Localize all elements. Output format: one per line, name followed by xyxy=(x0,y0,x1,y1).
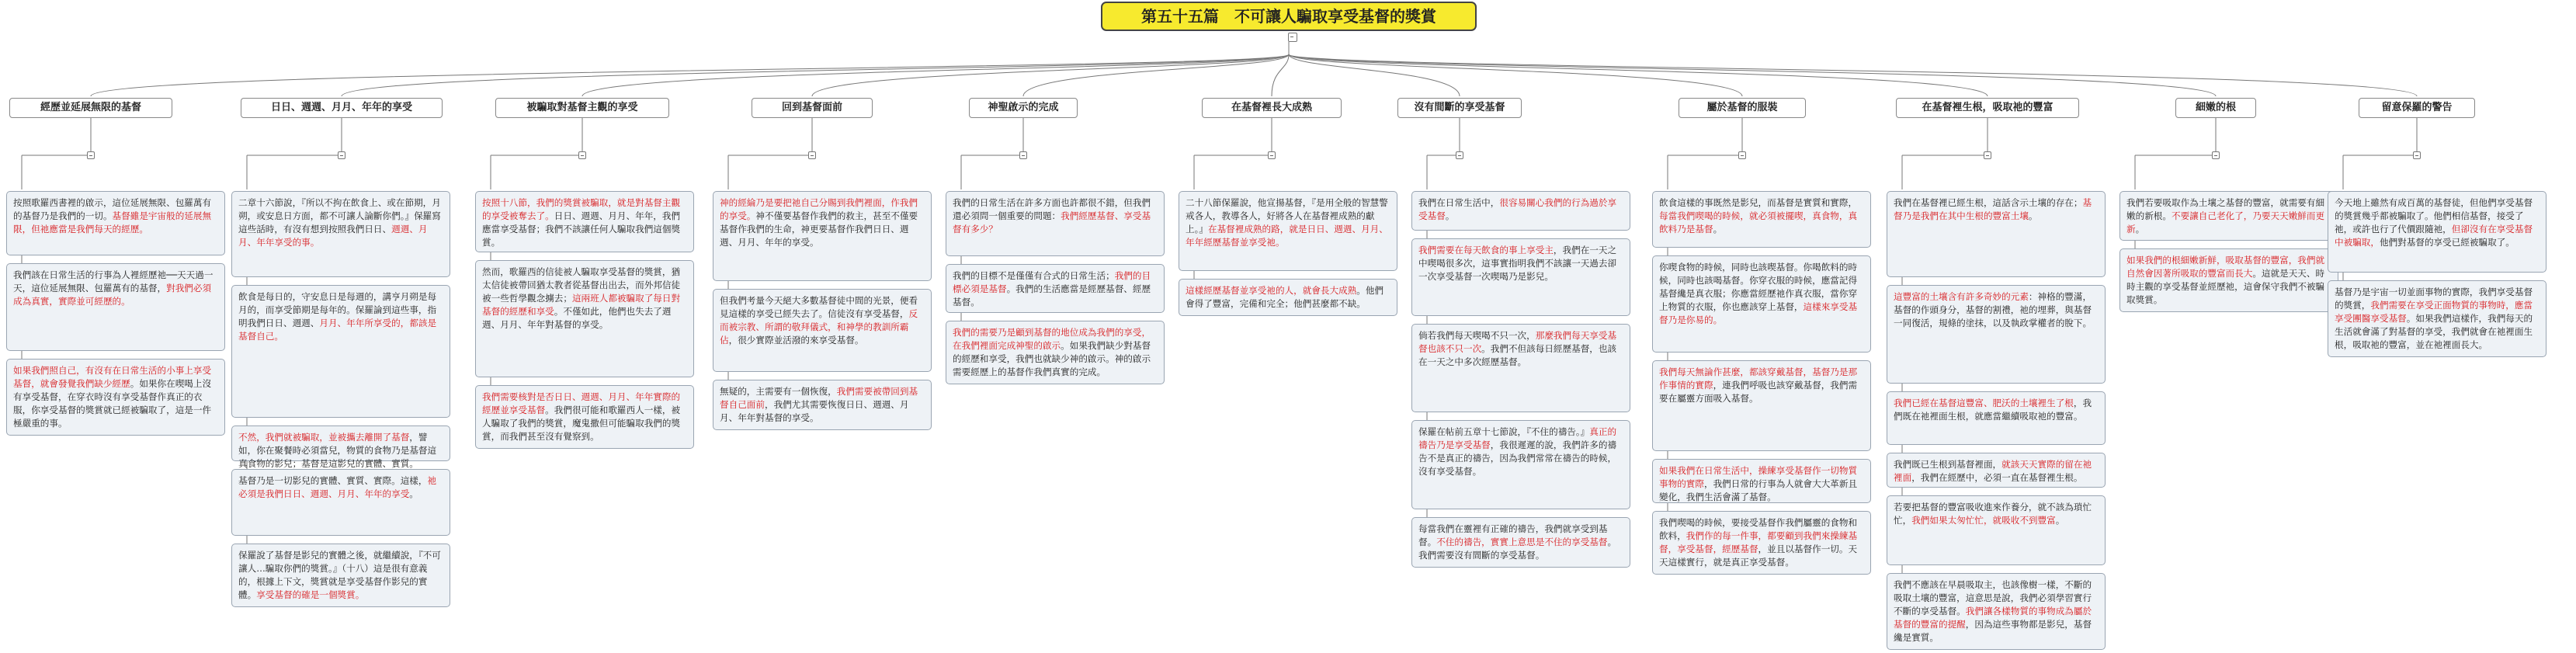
branch-topic-1[interactable]: 經歷並延展無限的基督 xyxy=(9,98,172,118)
highlighted-text: 享受基督的確是一個獎賞。 xyxy=(256,589,365,600)
note-text: 。 xyxy=(2135,224,2145,234)
highlighted-text: 我們經歷基督、享受基督有多少？ xyxy=(953,210,1151,234)
note-card[interactable] xyxy=(475,385,694,449)
note-text: 我們的日常生活在許多方面也許都很不錯，但我們還必須問一個重要的問題： xyxy=(953,197,1151,221)
branch-topic-10[interactable]: 細嫩的根 xyxy=(2175,98,2256,118)
note-card[interactable] xyxy=(1887,285,2106,384)
highlighted-text: 我們讓各樣物質的事物成為屬於基督的豐富的提醒 xyxy=(1894,606,2092,630)
branch-connector xyxy=(342,54,1289,96)
note-card[interactable] xyxy=(2328,191,2546,273)
note-text: 。我們不但該每日經歷基督，也該在一天之中多次經歷基督。 xyxy=(1418,343,1617,367)
note-card[interactable] xyxy=(946,191,1165,256)
note-card[interactable] xyxy=(1887,391,2106,445)
note-card[interactable] xyxy=(1179,279,1397,316)
note-text: 今天地上雖然有成百萬的基督徒，但他們享受基督的獎賞幾乎都被騙取了。他們相信基督，接受了祂，或許也行了代價跟隨祂， xyxy=(2335,197,2533,234)
note-card[interactable] xyxy=(1411,420,1630,509)
note-text: 我們該在日常生活的行事為人裡經歷祂──天天過一天，這位延展無限、包羅萬有的基督， xyxy=(13,269,214,294)
note-card[interactable] xyxy=(1652,511,1871,575)
branch-topic-9[interactable]: 在基督裡生根，吸取祂的豐富 xyxy=(1896,98,2079,118)
note-text: 保羅說了基督是影兒的實體之後，就繼續說，『不可讓人…騙取你們的獎賞。』（十八）這是很有意義的，根據上下文，獎賞就是享受基督作影兒的實體。 xyxy=(238,550,441,600)
note-text: 。我們的生活應當是經歷基督、經歷基督。 xyxy=(953,283,1151,307)
note-text: 我們喫喝的時候，要接受基督作我們屬靈的食物和飲料， xyxy=(1659,517,1858,541)
branch-topic-3[interactable]: 被騙取對基督主觀的享受 xyxy=(495,98,669,118)
highlighted-text: 這兩班人都被騙取了每日對基督的經歷和享受 xyxy=(482,293,681,317)
note-text: 。如果我們這樣作，我們每天的生活就會滿了對基督的享受，我們就會在祂裡面生根，吸取祂的豐富，並在祂裡面長大。 xyxy=(2335,313,2533,350)
note-card[interactable] xyxy=(1179,191,1397,271)
note-text: ，我們既在祂裡面生根，就應當繼續吸取祂的豐富。 xyxy=(1894,398,2092,422)
note-text: 基督乃是一切影兒的實體、實質、實際。這樣， xyxy=(238,475,428,486)
note-card[interactable] xyxy=(1887,495,2106,565)
note-text: ，很少實際並活潑的來享受基督。 xyxy=(728,335,864,346)
highlighted-text: 不要讓自己老化了，乃要天天嫩鮮而更新 xyxy=(2126,210,2325,234)
note-text: 然而，歌羅西的信徒被人騙取享受基督的獎賞，猶太信徒被帶回猶太教者從基督出出去，而外邦信徒被一些哲學觀念擄去； xyxy=(482,266,681,304)
note-card[interactable] xyxy=(946,321,1165,384)
note-text: 。不僅如此，他們也失去了週週、月月、年年對基督的享受。 xyxy=(482,306,672,330)
note-text: 保羅在帖前五章十七節說，『不住的禱告。』 xyxy=(1418,426,1590,437)
note-text: 。這就是天天、時時主觀的享受基督並經歷祂，這會保守我們不被騙取獎賞。 xyxy=(2126,268,2325,305)
branch-collapse-icon[interactable] xyxy=(808,151,816,159)
branch-topic-4[interactable]: 回到基督面前 xyxy=(752,98,873,118)
note-text: 。如果你在喫喝上沒有享受基督，在穿衣時沒有享受基督作真正的衣服，你享受基督的獎賞就已經被騙取了，這是一件極嚴重的事。 xyxy=(13,378,212,429)
note-text: 我們不應該在早晨吸取主，也該像樹一樣，不斷的吸取土壤的豐富，這意思是說，我們必須學習實行不斷的享受基督。 xyxy=(1894,579,2092,617)
note-card[interactable] xyxy=(2328,280,2546,357)
note-card[interactable] xyxy=(231,425,450,469)
note-text: 他們對基督的享受已經被騙取了。 xyxy=(2379,237,2515,248)
highlighted-text: 如果我們照自己，有沒有在日常生活的小事上享受基督，就會發覺我們缺少經歷 xyxy=(13,365,212,389)
note-text: ：神格的豐滿，基督的作頭身分，基督的割禮，祂的埋葬，與基督一同復活，規條的塗抹，以及執政掌權者的脫下。 xyxy=(1894,291,2092,328)
note-text: 我們在日常生活中， xyxy=(1418,197,1500,208)
note-card[interactable] xyxy=(1887,573,2106,650)
highlighted-text: 基督雖是宇宙般的延展無限，但祂應當是我們每天的經歷。 xyxy=(13,210,212,234)
highlighted-text: 月月、年年所享受的，都該是基督自己。 xyxy=(238,318,437,342)
branch-topic-2[interactable]: 日日、週週、月月、年年的享受 xyxy=(241,98,443,118)
branch-collapse-icon[interactable] xyxy=(87,151,95,159)
note-text: 。他們會得了豐富，完備和完全；他們甚麼都不缺。 xyxy=(1186,285,1384,309)
branch-collapse-icon[interactable] xyxy=(1984,151,1991,159)
note-text: 。如果我們缺少對基督的經歷和享受，我們也就缺少神的啟示。神的啟示需要經歷上的基督作我們真實的完成。 xyxy=(953,340,1151,377)
root-topic[interactable]: 第五十五篇 不可讓人騙取享受基督的獎賞 xyxy=(1101,2,1477,31)
branch-connector xyxy=(1023,54,1289,96)
highlighted-text: 我們的需要乃是顧到基督的地位成為我們的享受，在我們裡面完成神聖的啟示 xyxy=(953,327,1151,351)
note-text: 飲食這樣的事既然是影兒，而基督是實質和實際， xyxy=(1659,197,1858,208)
note-text: 但我們考量今天絕大多數基督徒中間的光景，便看見這樣的享受已經失去了。信徒沒有享受基督， xyxy=(720,295,918,319)
highlighted-text: 不然，我們就被騙取，並被攜去離開了基督 xyxy=(238,432,410,443)
branch-collapse-icon[interactable] xyxy=(1738,151,1746,159)
note-card[interactable] xyxy=(231,469,450,536)
highlighted-text: 我們如果太匆忙忙，就吸收不到豐富 xyxy=(1911,515,2056,526)
highlighted-text: 在基督裡成熟的路，就是日日、週週、月月、年年經歷基督並享受祂。 xyxy=(1186,224,1388,248)
note-card[interactable] xyxy=(1652,255,1871,353)
highlighted-text: 週週、月月、年年享受的事。 xyxy=(238,224,428,248)
note-card[interactable] xyxy=(1411,324,1630,412)
branch-collapse-icon[interactable] xyxy=(1019,151,1027,159)
note-text: 基督乃是宇宙一切並面事物的實際，我們享受基督的獎賞， xyxy=(2335,287,2533,311)
note-text: 神不僅要基督作我們的救主，甚至不僅要基督作我們的生命，神更要基督作我們日日、週週、月月、年年的享受。 xyxy=(720,210,918,248)
highlighted-text: 我們每天無論作甚麼，都該穿戴基督，基督乃是那作事情的實際 xyxy=(1659,366,1858,391)
branch-connector xyxy=(91,54,1289,96)
note-text: ，我們日常的行事為人就會大大革新且變化，我們生活會滿了基督。 xyxy=(1659,478,1858,502)
note-card[interactable] xyxy=(6,263,225,351)
highlighted-text: 我們需要核對是否日日、週週、月月、年年實際的經歷並享受基督 xyxy=(482,391,681,415)
note-text: 二十八節保羅說，他宣揚基督，『是用全般的智慧警戒各人，教導各人，好將各人在基督裡成熟的獻上。』 xyxy=(1186,197,1388,234)
note-text: 二章十六節說，『所以不拘在飲食上、或在節期，月朔，或安息日方面，都不可讓人論斷你們。』保羅寫這些話時，有沒有想到按照我們日日、 xyxy=(238,197,441,234)
note-text: 倘若我們每天喫喝不只一次， xyxy=(1418,330,1536,341)
highlighted-text: 但卻沒有在享受基督中被騙取， xyxy=(2335,224,2533,248)
branch-collapse-icon[interactable] xyxy=(338,151,345,159)
note-card[interactable] xyxy=(946,264,1165,313)
branch-connector xyxy=(1289,54,2417,96)
note-text: 。 xyxy=(409,488,418,499)
note-card[interactable] xyxy=(475,260,694,377)
note-text: 我們若要吸取作為土壤之基督的豐富，就需要有細嫩的新根。 xyxy=(2126,197,2325,221)
note-card[interactable] xyxy=(1652,459,1871,503)
note-card[interactable] xyxy=(1411,191,1630,231)
highlighted-text: 我們作的每一件事，都要顧到我們來操練基督，享受基督，經歷基督 xyxy=(1659,530,1858,554)
note-text: 。我們需要沒有間斷的享受基督。 xyxy=(1418,537,1617,561)
branch-topic-7[interactable]: 沒有間斷的享受基督 xyxy=(1397,98,1522,118)
highlighted-text: 就該天天實際的留在祂裡面 xyxy=(1894,459,2092,483)
highlighted-text: 按照十八節，我們的獎賞被騙取，就是對基督主觀的享受被奪去了。 xyxy=(482,197,681,221)
note-text: ，譬如，你在聚餐時必須當兒，物質的食物乃是基督這真食物的影兒；基督是這影兒的實體、實質。 xyxy=(238,432,437,469)
note-card[interactable] xyxy=(2119,248,2338,312)
note-card[interactable] xyxy=(1652,191,1871,248)
note-card[interactable] xyxy=(1887,453,2106,488)
highlighted-text: 很容易關心我們的行為過於享受基督 xyxy=(1418,197,1617,221)
note-card[interactable] xyxy=(1652,360,1871,451)
note-card[interactable] xyxy=(475,191,694,252)
highlighted-text: 我們的目標必須是基督 xyxy=(953,270,1151,294)
note-text: 每當我們在靈裡有正確的禱告，我們就享受到基督。 xyxy=(1418,523,1608,547)
note-card[interactable] xyxy=(231,191,450,277)
highlighted-text: 反而被宗教、所謂的敬拜儀式，和神學的教訓所霸佔 xyxy=(720,308,918,346)
note-card[interactable] xyxy=(231,285,450,418)
highlighted-text: 不住的禱告，實實上意思是不住的享受基督 xyxy=(1436,537,1608,547)
note-card[interactable] xyxy=(6,359,225,436)
highlighted-text: 神的經綸乃是要把祂自己分賜到我們裡面，作我們的享受。 xyxy=(720,197,918,221)
highlighted-text: 如果我們的根細嫩新鮮，吸取基督的豐富，我們就自然會因著所吸取的豐富而長大 xyxy=(2126,255,2325,279)
note-text: 飲食是每日的，守安息日是每週的，講亨月朔是每月的，而享受節期是每年的。保羅論到這些事，指明我們日日、週週、 xyxy=(238,291,437,328)
note-text: 我們的目標不是僅僅有合式的日常生活； xyxy=(953,270,1115,281)
note-card[interactable] xyxy=(2119,191,2338,241)
highlighted-text: 我們需要在每天飲食的事上享受主 xyxy=(1418,245,1554,255)
highlighted-text: 基督乃是我們在其中生根的豐富土壤 xyxy=(1894,197,2092,221)
note-text: 。 xyxy=(1445,210,1455,221)
note-text: 你喫食物的時候，同時也該喫基督。你喝飲料的時候，同時也該喝基督。你穿衣服的時候，應當記得基督纔是真衣服；你應當經歷祂作真衣服，當你穿上物質的衣服，你也應該穿上基督， xyxy=(1659,262,1858,312)
branch-collapse-icon[interactable] xyxy=(2212,151,2220,159)
note-text: 若要把基督的豐富吸收進來作養分，就不該為瑣忙忙， xyxy=(1894,502,2092,526)
note-text: 我們既已生根到基督裡面， xyxy=(1894,459,2002,470)
note-text: 我們在基督裡已經生根，這話含示土壤的存在； xyxy=(1894,197,2083,208)
highlighted-text: 我們已經在基督這豐富、肥沃的土壤裡生了根 xyxy=(1894,398,2074,408)
note-text: 。我們很可能和歌羅西人一樣，被人騙取了我們的獎賞，魔鬼撒但可能騙取我們的獎賞，而我們甚至沒有覺察到。 xyxy=(482,405,681,442)
highlighted-text: 那麼我們每天享受基督也該不只一次 xyxy=(1418,330,1617,354)
highlighted-text: 我們需要被帶回到基督自己面前 xyxy=(720,386,918,410)
branch-topic-8[interactable]: 屬於基督的服裝 xyxy=(1679,98,1806,118)
highlighted-text: 祂必須是我們日日、週週、月月、年年的享受 xyxy=(238,475,437,499)
highlighted-text: 我們需要在享受正面物質的事物時，應當享受團醫享受基督 xyxy=(2335,300,2533,324)
branch-collapse-icon[interactable] xyxy=(2413,151,2421,159)
note-card[interactable] xyxy=(713,289,932,372)
highlighted-text: 對我們必須成為真實，實際並可經歷的。 xyxy=(13,283,212,307)
highlighted-text: 這豐富的土壤含有許多奇妙的元素 xyxy=(1894,291,2029,302)
note-text: 。 xyxy=(2028,210,2038,221)
highlighted-text: 這樣來享受基督乃是你易的。 xyxy=(1659,301,1858,325)
note-text: ，連我們呼吸也該穿戴基督，我們需要在屬靈方面吸入基督。 xyxy=(1659,380,1858,404)
branch-collapse-icon[interactable] xyxy=(578,151,586,159)
branch-connector xyxy=(1289,54,1988,96)
note-text: ，我們在經歷中，必須一直在基督裡生根。 xyxy=(1911,472,2083,483)
note-text: 。 xyxy=(2055,515,2065,526)
highlighted-text: 這樣經歷基督並享受祂的人，就會長大成熟 xyxy=(1186,285,1357,296)
note-card[interactable] xyxy=(713,191,932,281)
note-text: 按照歌羅西書裡的啟示，這位延展無限、包羅萬有的基督乃是我們的一切。 xyxy=(13,197,212,221)
note-text: 日日、週週、月月、年年，我們應當享受基督；我們不該讓任何人騙取我們這個獎賞。 xyxy=(482,210,681,248)
branch-topic-6[interactable]: 在基督裡長大成熟 xyxy=(1202,98,1342,118)
branch-topic-11[interactable]: 留意保羅的警告 xyxy=(2359,98,2475,118)
highlighted-text: 每當我們喫喝的時候，就必須被擺喫，真食物，真飲料乃是基督 xyxy=(1659,210,1858,234)
note-text: 無疑的，主需要有一個恢復， xyxy=(720,386,837,397)
note-card[interactable] xyxy=(231,544,450,607)
highlighted-text: 如果我們在日常生活中，操練享受基督作一切物質事物的實際 xyxy=(1659,465,1858,489)
branch-topic-5[interactable]: 神聖啟示的完成 xyxy=(969,98,1078,118)
note-card[interactable] xyxy=(713,380,932,430)
note-text: ，並且以基督作一切。天天這樣實行，就是真正享受基督。 xyxy=(1659,544,1858,568)
note-card[interactable] xyxy=(1411,238,1630,316)
note-card[interactable] xyxy=(6,191,225,255)
branch-connector xyxy=(1272,54,1289,96)
branch-collapse-icon[interactable] xyxy=(1456,151,1463,159)
note-text: 。 xyxy=(1713,224,1723,234)
note-text: ，我們尤其需要恢復日日、週週、月月、年年對基督的享受。 xyxy=(720,399,909,423)
branch-collapse-icon[interactable] xyxy=(1268,151,1276,159)
note-card[interactable] xyxy=(1887,191,2106,277)
note-text: ，我們在一天之中喫喝很多次，這事實指明我們不該讓一天過去卻一次享受基督一次喫喝乃是影兒。 xyxy=(1418,245,1617,282)
branch-connector xyxy=(582,54,1289,96)
note-card[interactable] xyxy=(1411,517,1630,568)
note-text: ，我很遲遲的說，我們許多的禱告不是真正的禱告，因為我們常常在禱告的時候，沒有享受基督。 xyxy=(1418,439,1617,477)
highlighted-text: 真正的禱告乃是享受基督 xyxy=(1418,426,1617,450)
note-text: ，因為這些事物都是影兒，基督纔是實質。 xyxy=(1894,619,2092,643)
